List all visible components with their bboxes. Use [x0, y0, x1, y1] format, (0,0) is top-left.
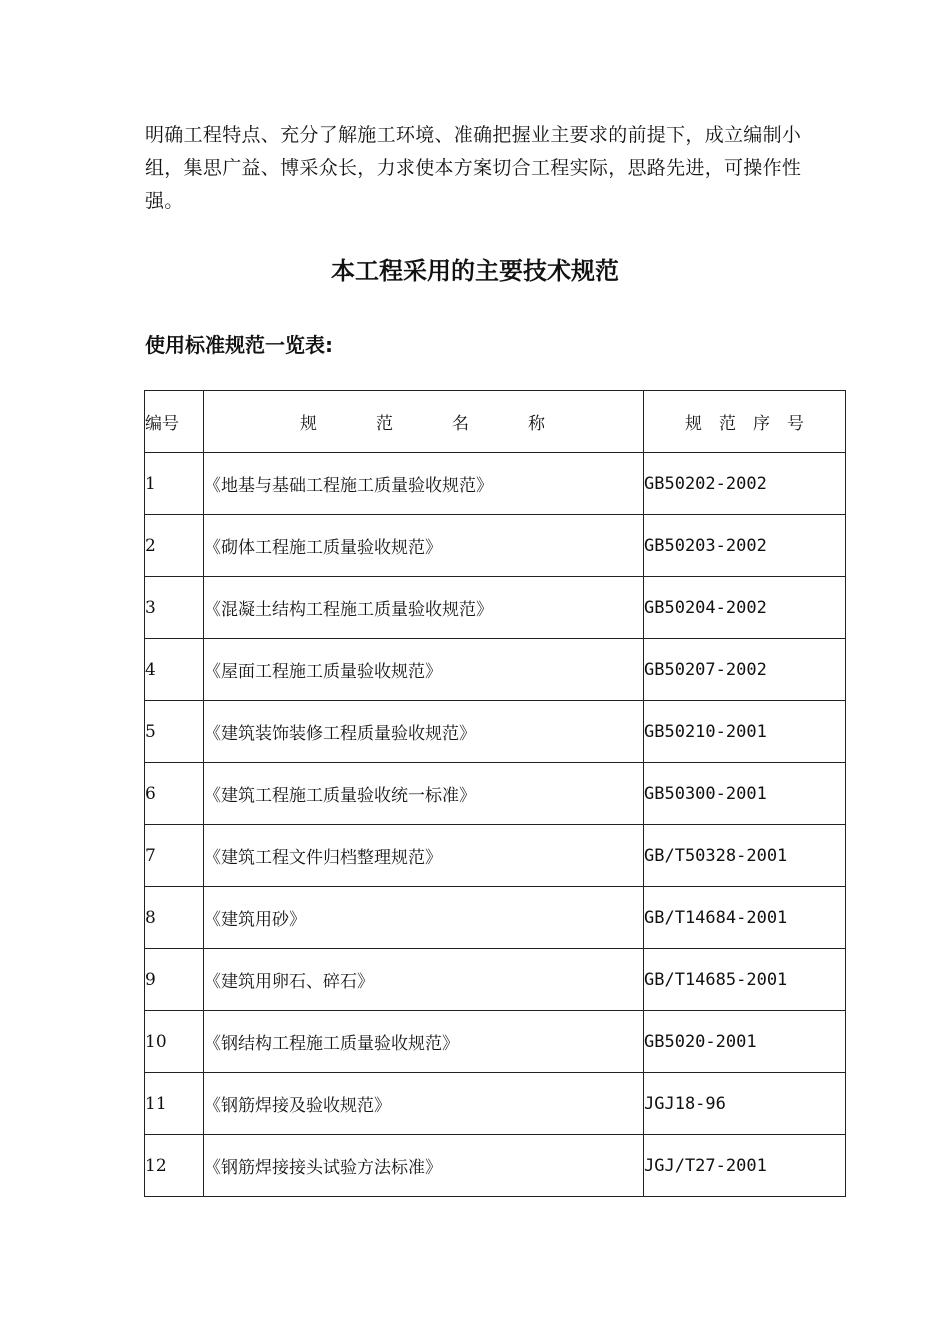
- table-row: [145, 763, 846, 825]
- cell-name: 《屋面工程施工质量验收规范》: [204, 639, 644, 701]
- cell-num: 8: [145, 887, 204, 949]
- cell-num: 4: [145, 639, 204, 701]
- cell-code: GB/T14685-2001: [644, 949, 846, 1011]
- cell-name: 《建筑工程文件归档整理规范》: [204, 825, 644, 887]
- cell-name: 《建筑用卵石、碎石》: [204, 949, 644, 1011]
- header-name: 规 范 名 称: [204, 391, 644, 453]
- table-row: [145, 1135, 846, 1197]
- table-row: [145, 887, 846, 949]
- cell-name: 《地基与基础工程施工质量验收规范》: [204, 453, 644, 515]
- header-num: 编号: [145, 391, 204, 453]
- cell-num: 3: [145, 577, 204, 639]
- cell-code: GB50202-2002: [644, 453, 846, 515]
- standards-table: [144, 390, 846, 1197]
- header-code: 规 范 序 号: [644, 391, 846, 453]
- cell-code: GB5020-2001: [644, 1011, 846, 1073]
- section-title: 本工程采用的主要技术规范: [331, 257, 619, 285]
- cell-code: GB50210-2001: [644, 701, 846, 763]
- cell-name: 《建筑用砂》: [204, 887, 644, 949]
- table-row: [145, 577, 846, 639]
- cell-num: 9: [145, 949, 204, 1011]
- cell-num: 11: [145, 1073, 204, 1135]
- cell-num: 10: [145, 1011, 204, 1073]
- cell-name: 《建筑工程施工质量验收统一标准》: [204, 763, 644, 825]
- table-header-row: [145, 391, 846, 453]
- table-row: [145, 825, 846, 887]
- cell-name: 《砌体工程施工质量验收规范》: [204, 515, 644, 577]
- table-caption: 使用标准规范一览表:: [145, 333, 333, 357]
- cell-num: 2: [145, 515, 204, 577]
- cell-num: 6: [145, 763, 204, 825]
- cell-num: 7: [145, 825, 204, 887]
- cell-name: 《钢结构工程施工质量验收规范》: [204, 1011, 644, 1073]
- cell-code: GB50207-2002: [644, 639, 846, 701]
- cell-name: 《建筑装饰装修工程质量验收规范》: [204, 701, 644, 763]
- cell-code: GB50203-2002: [644, 515, 846, 577]
- intro-line: 明确工程特点、充分了解施工环境、准确把握业主要求的前提下，成立编制小: [145, 124, 802, 146]
- cell-code: GB/T14684-2001: [644, 887, 846, 949]
- cell-code: JGJ/T27-2001: [644, 1135, 846, 1197]
- cell-num: 1: [145, 453, 204, 515]
- cell-code: JGJ18-96: [644, 1073, 846, 1135]
- table-row: [145, 1073, 846, 1135]
- cell-code: GB/T50328-2001: [644, 825, 846, 887]
- intro-paragraph: [145, 120, 815, 219]
- cell-name: 《钢筋焊接接头试验方法标准》: [204, 1135, 644, 1197]
- cell-code: GB50204-2002: [644, 577, 846, 639]
- cell-code: GB50300-2001: [644, 763, 846, 825]
- table-row: [145, 453, 846, 515]
- cell-name: 《混凝土结构工程施工质量验收规范》: [204, 577, 644, 639]
- cell-num: 5: [145, 701, 204, 763]
- table-row: [145, 515, 846, 577]
- cell-num: 12: [145, 1135, 204, 1197]
- cell-name: 《钢筋焊接及验收规范》: [204, 1073, 644, 1135]
- table-row: [145, 949, 846, 1011]
- table-row: [145, 701, 846, 763]
- table-row: [145, 1011, 846, 1073]
- table-row: [145, 639, 846, 701]
- intro-line: 组，集思广益、博采众长，力求使本方案切合工程实际，思路先进，可操作性: [145, 157, 802, 179]
- intro-line: 强。: [145, 190, 184, 212]
